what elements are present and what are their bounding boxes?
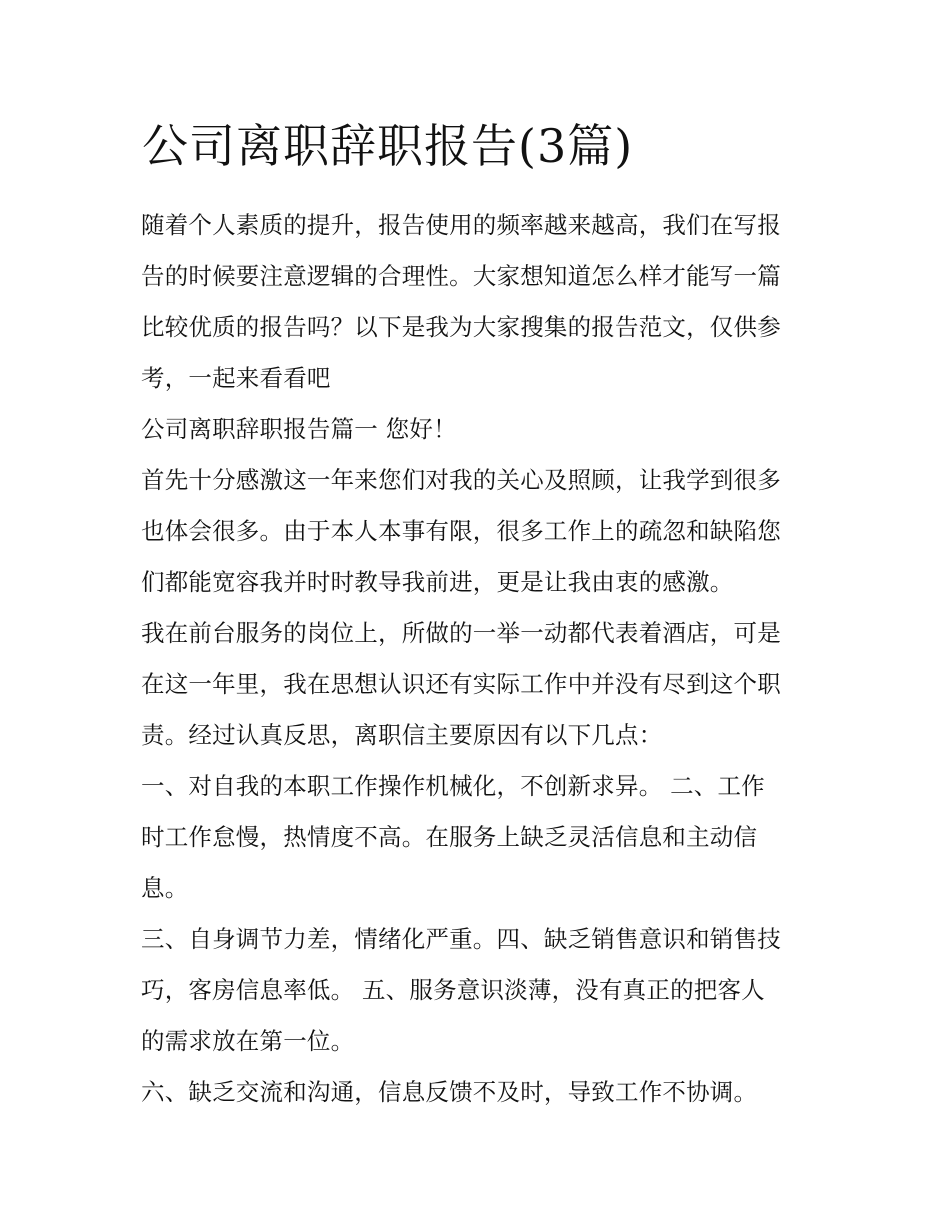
text-line: 我在前台服务的岗位上，所做的一举一动都代表着酒店，可是 — [141, 619, 781, 647]
text-line: 比较优质的报告吗？以下是我为大家搜集的报告范文，仅供参 — [141, 313, 781, 341]
gratitude-paragraph — [141, 455, 821, 608]
text-line: 三、自身调节力差，情绪化严重。四、缺乏销售意识和销售技 — [141, 925, 781, 953]
section-heading-paragraph — [141, 404, 821, 455]
text-line: 告的时候要注意逻辑的合理性。大家想知道怎么样才能写一篇 — [141, 262, 781, 290]
reasons-paragraph-1 — [141, 761, 821, 914]
text-line: 一、对自我的本职工作操作机械化，不创新求异。 二、工作 — [141, 772, 765, 800]
reasons-paragraph-3 — [141, 1067, 821, 1118]
text-line: 的需求放在第一位。 — [141, 1027, 355, 1055]
text-line: 也体会很多。由于本人本事有限，很多工作上的疏忽和缺陷您 — [141, 517, 781, 545]
text-line: 们都能宽容我并时时教导我前进，更是让我由衷的感激。 — [141, 568, 734, 596]
text-line: 公司离职辞职报告篇一 您好！ — [141, 415, 457, 443]
text-line: 责。经过认真反思，离职信主要原因有以下几点： — [141, 721, 663, 749]
text-line: 首先十分感激这一年来您们对我的关心及照顾，让我学到很多 — [141, 466, 781, 494]
reflection-paragraph — [141, 608, 821, 761]
text-line: 随着个人素质的提升，报告使用的频率越来越高，我们在写报 — [141, 211, 781, 239]
document-title: 公司离职辞职报告(3篇) — [142, 119, 634, 173]
text-line: 六、缺乏交流和沟通，信息反馈不及时，导致工作不协调。 — [141, 1078, 758, 1106]
text-line: 巧，客房信息率低。 五、服务意识淡薄，没有真正的把客人 — [141, 976, 765, 1004]
reasons-paragraph-2 — [141, 914, 821, 1067]
text-line: 时工作怠慢，热情度不高。在服务上缺乏灵活信息和主动信 — [141, 823, 758, 851]
text-line: 在这一年里，我在思想认识还有实际工作中并没有尽到这个职 — [141, 670, 781, 698]
text-line: 考，一起来看看吧 — [141, 364, 331, 392]
text-line: 息。 — [141, 874, 189, 902]
document-body — [141, 200, 821, 1118]
intro-paragraph — [141, 200, 821, 404]
